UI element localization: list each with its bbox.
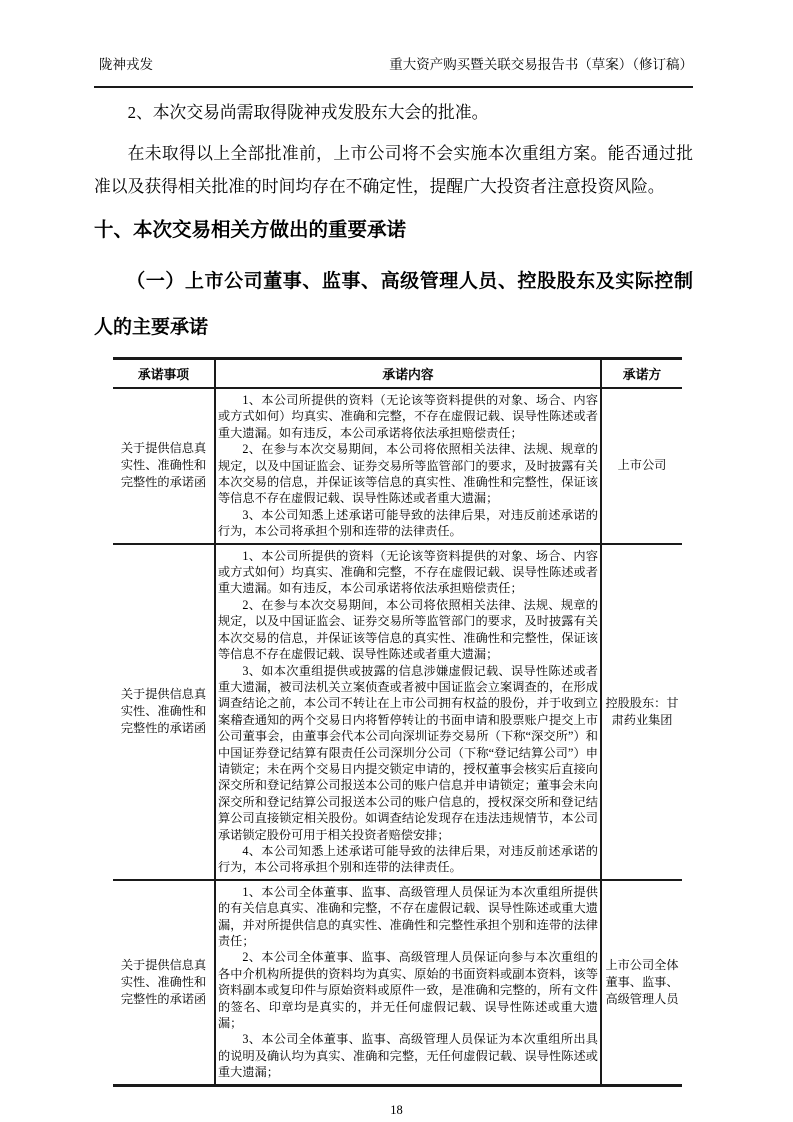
commitment-paragraph: 3、本公司知悉上述承诺可能导致的法律后果，对违反前述承诺的行为，本公司将承担个别和连带的法律责任。 bbox=[218, 507, 598, 539]
page-number: 18 bbox=[390, 1102, 403, 1117]
page-header bbox=[94, 55, 693, 88]
commitment-content-cell bbox=[215, 388, 601, 544]
paragraph-shareholder-approval: 2、本次交易尚需取得陇神戎发股东大会的批准。 bbox=[127, 103, 489, 122]
table-row bbox=[113, 544, 682, 880]
body-text bbox=[94, 96, 693, 203]
table-row bbox=[113, 880, 682, 1085]
commitment-paragraph: 3、如本次重组提供或披露的信息涉嫌虚假记载、误导性陈述或者重大遗漏，被司法机关立案侦查或者被中国证监会立案调查的，在形成调查结论之前，本公司不转让在上市公司拥有权益的股份，并于收到立案稽查通知的两个交易日内将暂停转让的书面申请和股票账户提交上市公司董事会，由董事会代本公司向深圳证券交易所（下称“深交所”）和中国证券登记结算有限责任公司深圳分公司（下称“登记结算公司”）申请锁定；未在两个交易日内提交锁定申请的，授权董事会核实后直接向深交所和登记结算公司报送本公司的账户信息并申请锁定；董事会未向深交所和登记结算公司报送本公司的账户信息的，授权深交所和登记结算公司直接锁定相关股份。如调查结论发现存在违法违规情节，本公司承诺锁定股份可用于相关投资者赔偿安排； bbox=[218, 663, 598, 842]
subsection-heading: （一）上市公司董事、监事、高级管理人员、控股股东及实际控制人的主要承诺 bbox=[94, 271, 693, 338]
col-header-commitment-content: 承诺内容 bbox=[215, 359, 601, 389]
commitments-table-body bbox=[113, 388, 682, 1085]
header-company-name: 陇神戎发 bbox=[99, 57, 153, 72]
commitments-table bbox=[113, 357, 682, 1087]
commitment-paragraph: 1、本公司全体董事、监事、高级管理人员保证为本次重组所提供的有关信息真实、准确和完整，不存在虚假记载、误导性陈述或重大遗漏，并对所提供信息的真实性、准确性和完整性承担个别和连带的法律责任； bbox=[218, 884, 598, 948]
commitment-paragraph: 1、本公司所提供的资料（无论该等资料提供的对象、场合、内容或方式如何）均真实、准确和完整，不存在虚假记载、误导性陈述或者重大遗漏。如有违反，本公司承诺将依法承担赔偿责任； bbox=[218, 548, 598, 596]
commitment-item-cell: 关于提供信息真实性、准确性和完整性的承诺函 bbox=[113, 880, 215, 1085]
commitment-party-cell: 控股股东：甘肃药业集团 bbox=[601, 544, 682, 880]
commitment-paragraph: 3、本公司全体董事、监事、高级管理人员保证为本次重组所出具的说明及确认均为真实、准确和完整，无任何虚假记载、误导性陈述或重大遗漏； bbox=[218, 1032, 598, 1080]
commitment-party-cell: 上市公司全体董事、监事、高级管理人员 bbox=[601, 880, 682, 1085]
commitment-party-cell: 上市公司 bbox=[617, 458, 667, 473]
commitment-content-cell bbox=[215, 544, 601, 880]
table-header-row bbox=[113, 359, 682, 389]
header-report-title: 重大资产购买暨关联交易报告书（草案）（修订稿） bbox=[389, 57, 693, 72]
commitment-paragraph: 1、本公司所提供的资料（无论该等资料提供的对象、场合、内容或方式如何）均真实、准确和完整，不存在虚假记载、误导性陈述或者重大遗漏。如有违反，本公司承诺将依法承担赔偿责任； bbox=[218, 393, 598, 440]
commitment-paragraph: 2、在参与本次交易期间，本公司将依照相关法律、法规、规章的规定，以及中国证监会、证券交易所等监管部门的要求，及时披露有关本次交易的信息，并保证该等信息的真实性、准确性和完整性，保证该等信息不存在虚假记载、误导性陈述或者重大遗漏； bbox=[218, 442, 598, 506]
col-header-commitment-item: 承诺事项 bbox=[113, 359, 215, 389]
commitment-paragraph: 2、在参与本次交易期间，本公司将依照相关法律、法规、规章的规定，以及中国证监会、证券交易所等监管部门的要求，及时披露有关本次交易的信息，并保证该等信息的真实性、准确性和完整性，保证该等信息不存在虚假记载、误导性陈述或者重大遗漏； bbox=[218, 597, 598, 662]
commitment-content-cell bbox=[215, 880, 601, 1085]
table-row bbox=[113, 388, 682, 544]
commitment-paragraph: 4、本公司知悉上述承诺可能导致的法律后果，对违反前述承诺的行为，本公司将承担个别和连带的法律责任。 bbox=[218, 843, 598, 875]
section-heading: 十、本次交易相关方做出的重要承诺 bbox=[94, 219, 407, 241]
commitment-item-cell: 关于提供信息真实性、准确性和完整性的承诺函 bbox=[113, 544, 215, 880]
commitment-paragraph: 2、本公司全体董事、监事、高级管理人员保证向参与本次重组的各中介机构所提供的资料均为真实、原始的书面资料或副本资料，该等资料副本或复印件与原始资料或原件一致，是准确和完整的，所有文件的签名、印章均是真实的，并无任何虚假记载、误导性陈述或重大遗漏； bbox=[218, 950, 598, 1031]
col-header-commitment-party: 承诺方 bbox=[601, 359, 682, 389]
paragraph-risk-reminder: 在未取得以上全部批准前，上市公司将不会实施本次重组方案。能否通过批准以及获得相关批准的时间均存在不确定性，提醒广大投资者注意投资风险。 bbox=[94, 144, 693, 196]
commitments-table-header bbox=[113, 359, 682, 389]
commitment-item-cell: 关于提供信息真实性、准确性和完整性的承诺函 bbox=[120, 441, 207, 490]
